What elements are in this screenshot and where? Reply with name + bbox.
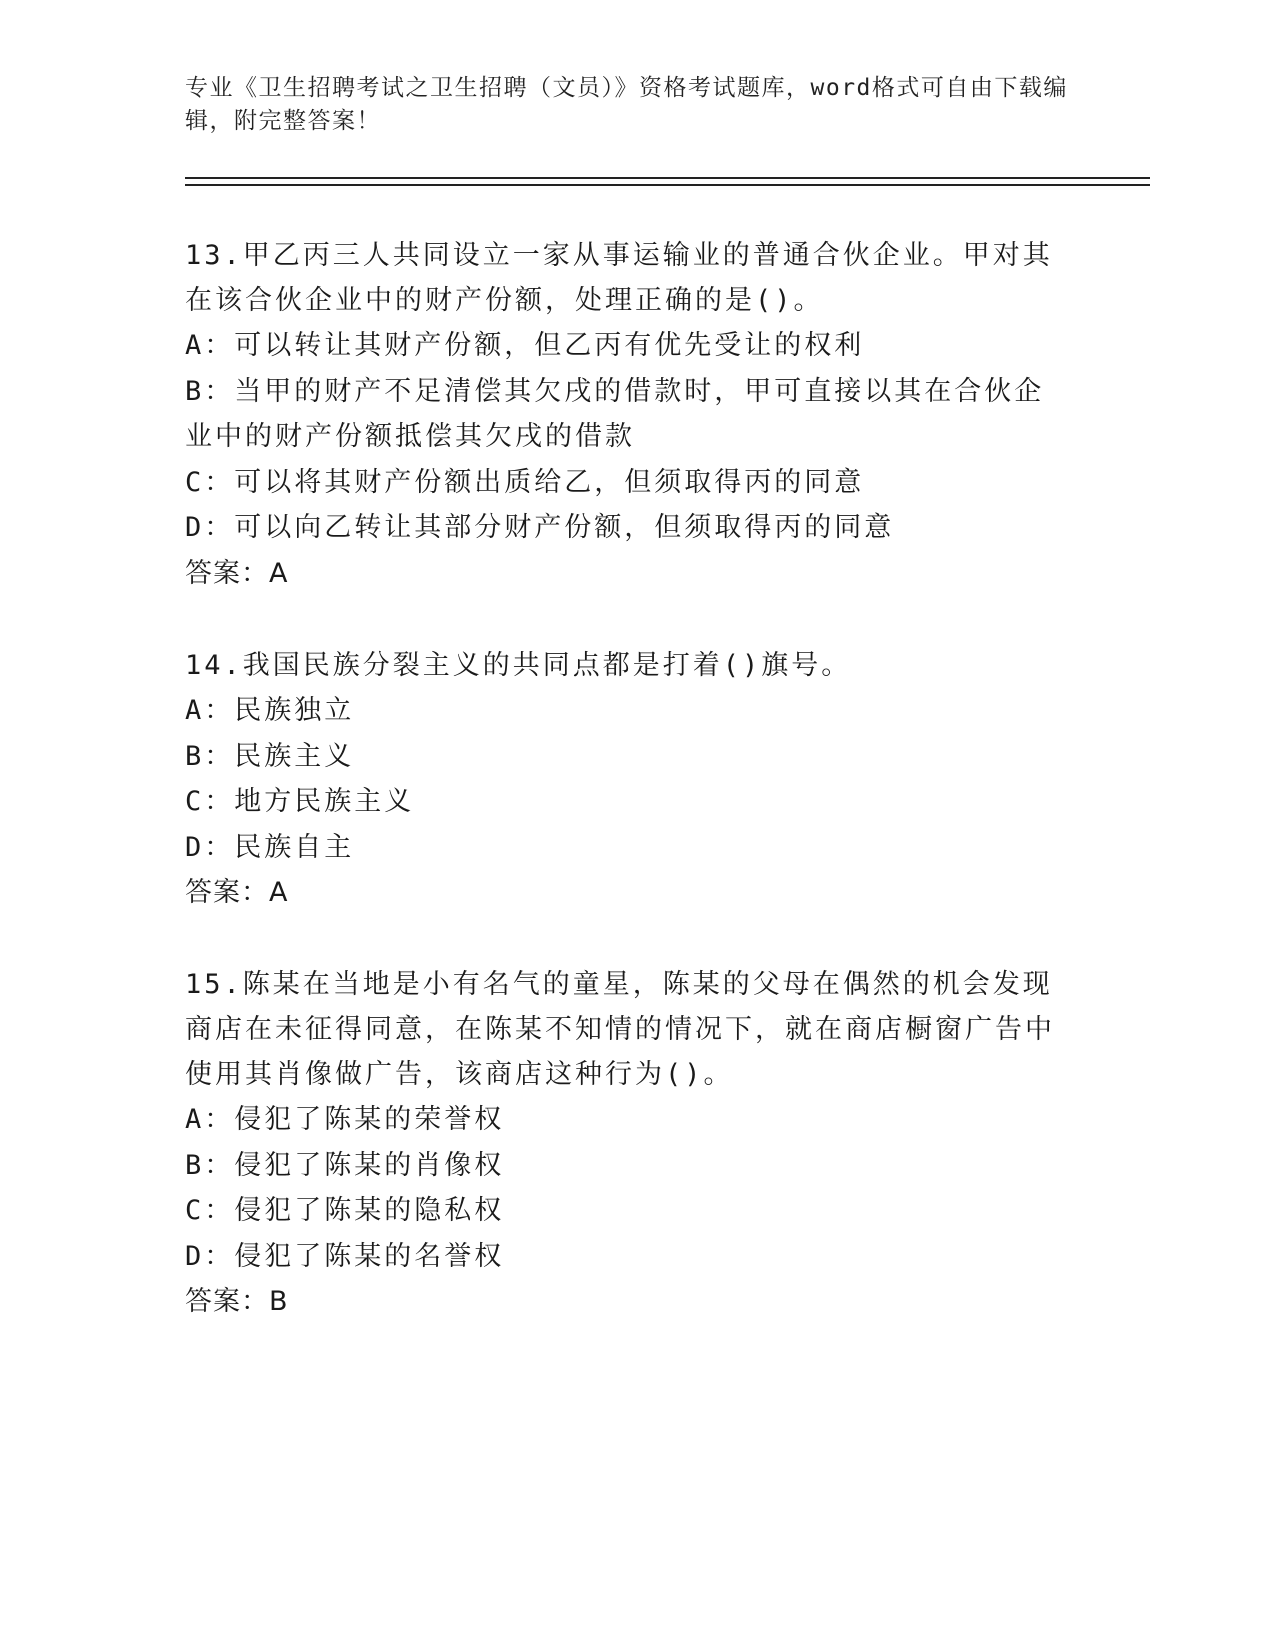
question-stem: 15.陈某在当地是小有名气的童星，陈某的父母在偶然的机会发现商店在未征得同意，在陈某不知情的情况下，就在商店橱窗广告中使用其肖像做广告，该商店这种行为()。 bbox=[185, 969, 1055, 1090]
answer-line: 答案：A bbox=[185, 557, 289, 589]
answer-line: 答案：B bbox=[185, 1286, 289, 1317]
option-d: D：民族自主 bbox=[185, 831, 355, 863]
question-14 bbox=[185, 643, 1065, 916]
option-c: C：可以将其财产份额出质给乙，但须取得丙的同意 bbox=[185, 466, 865, 498]
question-stem: 14.我国民族分裂主义的共同点都是打着()旗号。 bbox=[185, 650, 852, 681]
option-b: B：侵犯了陈某的肖像权 bbox=[185, 1149, 505, 1181]
question-stem: 13.甲乙丙三人共同设立一家从事运输业的普通合伙企业。甲对其在该合伙企业中的财产份额，处理正确的是()。 bbox=[185, 240, 1053, 316]
option-b: B：民族主义 bbox=[185, 740, 355, 772]
document-header: 专业《卫生招聘考试之卫生招聘（文员）》资格考试题库，word格式可自由下载编辑，附完整答案！ bbox=[185, 75, 1068, 134]
option-a: A：可以转让其财产份额，但乙丙有优先受让的权利 bbox=[185, 330, 865, 361]
option-a: A：民族独立 bbox=[185, 695, 355, 726]
option-d: D：侵犯了陈某的名誉权 bbox=[185, 1240, 505, 1272]
header-double-rule bbox=[185, 177, 1150, 186]
question-13 bbox=[185, 233, 1065, 597]
option-b: B：当甲的财产不足清偿其欠戌的借款时，甲可直接以其在合伙企业中的财产份额抵偿其欠戌的借款 bbox=[185, 375, 1045, 452]
question-15 bbox=[185, 962, 1065, 1325]
answer-line: 答案：A bbox=[185, 877, 289, 908]
option-a: A：侵犯了陈某的荣誉权 bbox=[185, 1104, 505, 1135]
option-d: D：可以向乙转让其部分财产份额，但须取得丙的同意 bbox=[185, 512, 895, 543]
option-c: C：地方民族主义 bbox=[185, 786, 415, 817]
option-c: C：侵犯了陈某的隐私权 bbox=[185, 1195, 505, 1226]
